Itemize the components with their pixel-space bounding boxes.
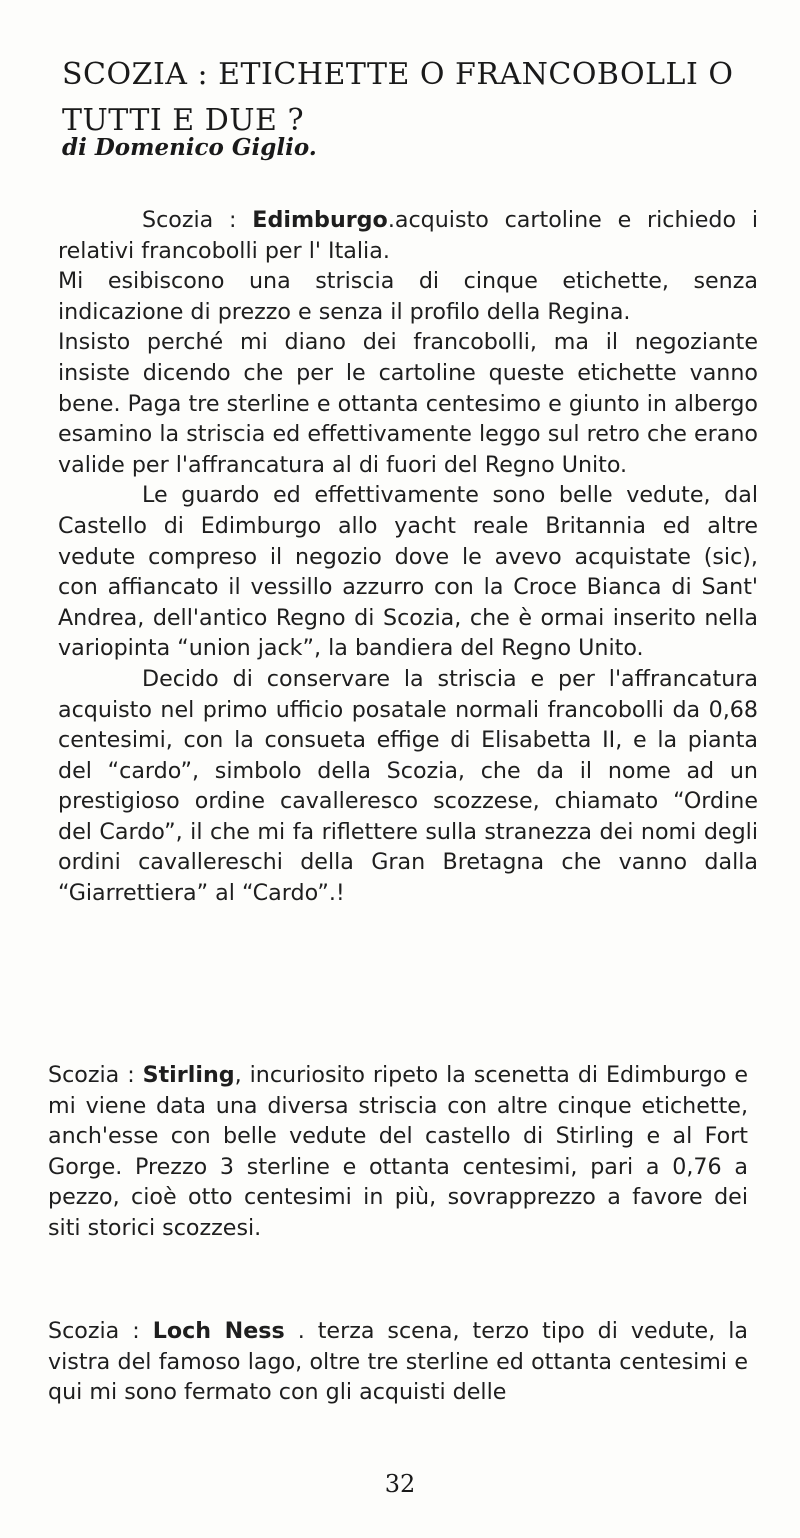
title-line-1: SCOZIA : ETICHETTE O FRANCOBOLLI O (62, 57, 734, 92)
place-name-edimburgo: Edimburgo (252, 207, 388, 233)
section-stirling-prefix: Scozia : (48, 1062, 143, 1088)
place-prefix: Scozia : (142, 207, 253, 233)
paragraph-5: Decido di conservare la striscia e per l'affrancatura acquisto nel primo ufficio posatale normali francobolli da 0,68 centesimi, con la consueta effige di Elisabetta II, e la pianta del “cardo”, simbolo della Scozia, che da il nome ad un prestigioso ordine cavalleresco scozzese, chiamato “Ordine del Cardo”, il che mi fa riflettere sulla stranezza dei nomi degli ordini cavallereschi della Gran Bretagna che vanno dalla “Giarrettiera” al “Cardo”.! (58, 665, 758, 907)
section-stirling (48, 1060, 748, 1244)
paragraph-4: Le guardo ed effettivamente sono belle vedute, dal Castello di Edimburgo allo yacht reale Britannia ed altre vedute compreso il negozio dove le avevo acquistate (sic), con affiancato il vessillo azzurro con la Croce Bianca di Sant' Andrea, dell'antico Regno di Scozia, che è ormai inserito nella variopinta “union jack”, la bandiera del Regno Unito. (58, 482, 758, 662)
section-loch-ness-prefix: Scozia : (48, 1318, 153, 1344)
title-line-2: TUTTI E DUE ? (62, 103, 305, 138)
paragraph-1 (58, 205, 758, 266)
page-number: 32 (384, 1470, 416, 1498)
paragraph-2: Mi esibiscono una striscia di cinque etichette, senza indicazione di prezzo e senza il profilo della Regina. (58, 268, 758, 325)
place-name-loch-ness: Loch Ness (152, 1318, 285, 1344)
paragraph-1-text: .acquisto cartoline e richiedo i relativi francobolli per l' Italia. (58, 207, 758, 264)
section-loch-ness (48, 1316, 748, 1408)
article-title (62, 52, 762, 144)
article-body-edimburgo (58, 205, 758, 909)
section-loch-ness-text: . terza scena, terzo tipo di vedute, la vistra del famoso lago, oltre tre sterline ed ottanta centesimi e qui mi sono fermato con gli acquisti delle (48, 1318, 748, 1406)
place-name-stirling: Stirling (142, 1062, 235, 1088)
paragraph-3: Insisto perché mi diano dei francobolli, ma il negoziante insiste dicendo che per le cartoline queste etichette vanno bene. Paga tre sterline e ottanta centesimo e giunto in albergo esamino la striscia ed effettivamente leggo sul retro che erano valide per l'affrancatura al di fuori del Regno Unito. (58, 329, 758, 478)
article-byline: di Domenico Giglio. (62, 134, 317, 161)
section-stirling-text: , incuriosito ripeto la scenetta di Edimburgo e mi viene data una diversa striscia con altre cinque etichette, anch'esse con belle vedute del castello di Stirling e al Fort Gorge. Prezzo 3 sterline e ottanta centesimi, pari a 0,76 a pezzo, cioè otto centesimi in più, sovrapprezzo a favore dei siti storici scozzesi. (48, 1062, 748, 1241)
